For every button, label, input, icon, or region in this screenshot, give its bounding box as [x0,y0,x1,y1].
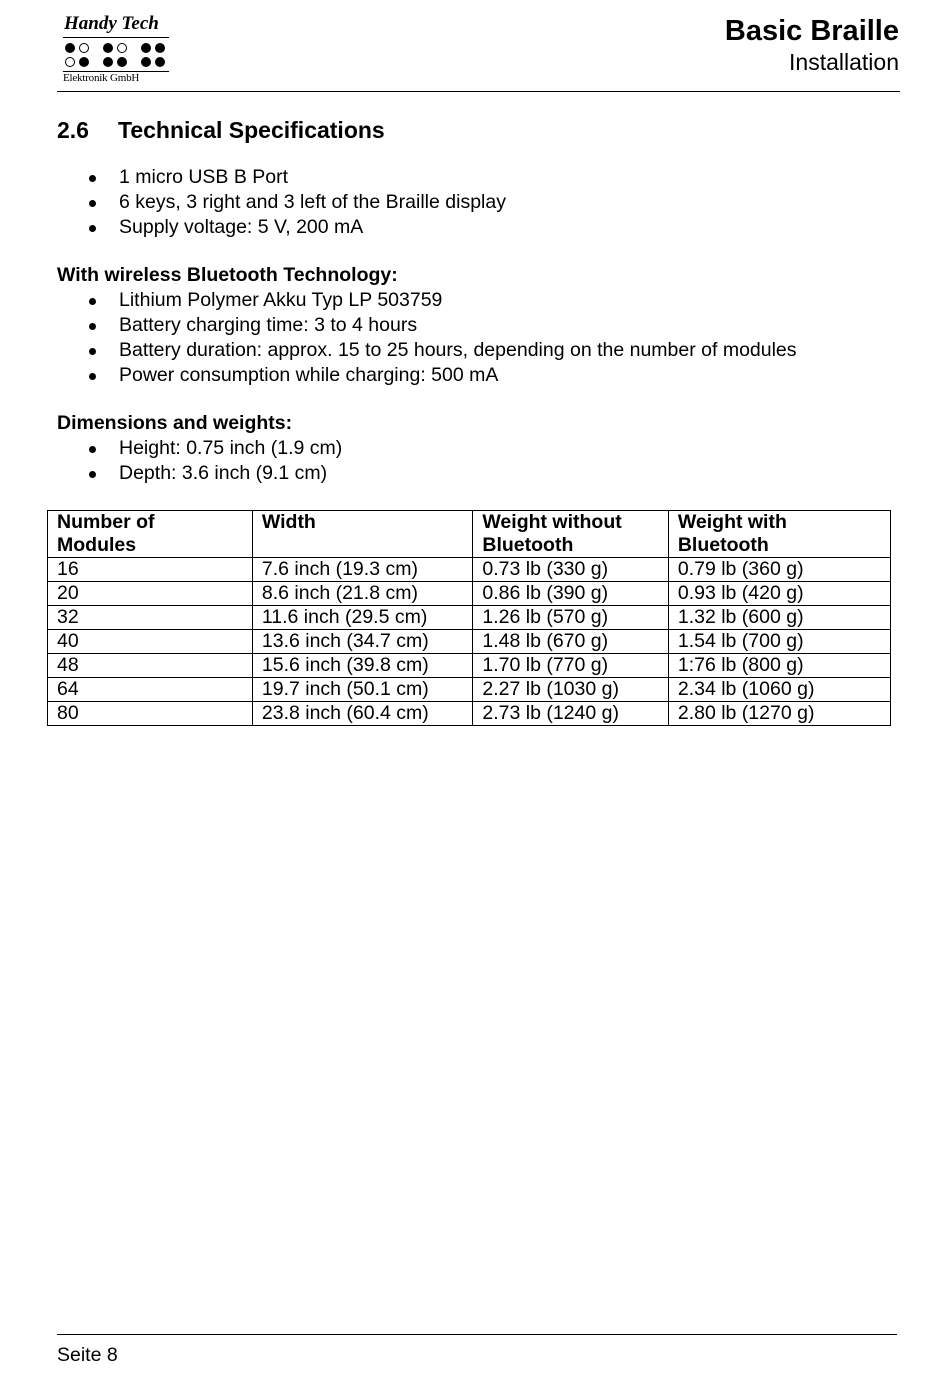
table-cell: 0.79 lb (360 g) [668,558,890,582]
table-row [48,558,891,582]
table-cell: 2.34 lb (1060 g) [668,678,890,702]
braille-dots-icon [63,41,169,69]
table-cell: 23.8 inch (60.4 cm) [252,702,473,726]
table-cell: 80 [48,702,253,726]
table-cell: 0.86 lb (390 g) [473,582,668,606]
table-cell: 1.54 lb (700 g) [668,630,890,654]
table-cell: 64 [48,678,253,702]
list-item: Height: 0.75 inch (1.9 cm) [57,436,342,461]
bullet-icon [89,348,96,355]
bullet-icon [89,471,96,478]
table-cell: 16 [48,558,253,582]
company-logo [63,12,169,85]
table-cell: 2.80 lb (1270 g) [668,702,890,726]
logo-company: Elektronik GmbH [63,71,169,85]
table-cell: 20 [48,582,253,606]
table-row [48,606,891,630]
section-number: 2.6 [57,117,89,143]
table-cell: 19.7 inch (50.1 cm) [252,678,473,702]
header-divider [57,91,900,92]
column-header-weight-without-bluetooth: Weight without Bluetooth [473,511,668,558]
bluetooth-list [57,288,797,388]
list-item: Lithium Polymer Akku Typ LP 503759 [57,288,797,313]
table-row [48,654,891,678]
bullet-icon [89,323,96,330]
table-cell: 11.6 inch (29.5 cm) [252,606,473,630]
table-cell: 0.73 lb (330 g) [473,558,668,582]
table-cell: 1.70 lb (770 g) [473,654,668,678]
specs-table [47,510,891,726]
table-cell: 1.32 lb (600 g) [668,606,890,630]
dimensions-heading: Dimensions and weights: [57,412,293,434]
bullet-icon [89,373,96,380]
table-cell: 32 [48,606,253,630]
document-title: Basic Braille [724,15,899,47]
list-item: Battery charging time: 3 to 4 hours [57,313,797,338]
table-cell: 48 [48,654,253,678]
dimensions-list [57,436,342,486]
bullet-icon [89,175,96,182]
list-item: 6 keys, 3 right and 3 left of the Braille display [57,190,506,215]
table-header-row [48,511,891,558]
table-cell: 1:76 lb (800 g) [668,654,890,678]
list-item: Battery duration: approx. 15 to 25 hours, depending on the number of modules [57,338,797,363]
logo-name: Handy Tech [64,13,159,34]
table-cell: 13.6 inch (34.7 cm) [252,630,473,654]
table-row [48,702,891,726]
table-cell: 8.6 inch (21.8 cm) [252,582,473,606]
section-title: Technical Specifications [118,117,385,143]
bullet-icon [89,446,96,453]
bullet-icon [89,298,96,305]
table-cell: 15.6 inch (39.8 cm) [252,654,473,678]
table-cell: 1.26 lb (570 g) [473,606,668,630]
column-header-weight-with-bluetooth: Weight with Bluetooth [668,511,890,558]
general-specs-list [57,165,506,240]
bullet-icon [89,200,96,207]
logo-rule [63,37,169,38]
column-header-modules: Number of Modules [48,511,253,558]
table-cell: 40 [48,630,253,654]
table-row [48,630,891,654]
table-cell: 1.48 lb (670 g) [473,630,668,654]
table-cell: 2.27 lb (1030 g) [473,678,668,702]
bullet-icon [89,225,96,232]
table-row [48,582,891,606]
list-item: Depth: 3.6 inch (9.1 cm) [57,461,342,486]
list-item: Supply voltage: 5 V, 200 mA [57,215,506,240]
bluetooth-heading: With wireless Bluetooth Technology: [57,264,398,286]
section-heading [57,115,385,145]
list-item: Power consumption while charging: 500 mA [57,363,797,388]
list-item: 1 micro USB B Port [57,165,506,190]
table-row [48,678,891,702]
footer-divider [57,1334,897,1335]
table-cell: 2.73 lb (1240 g) [473,702,668,726]
table-cell: 0.93 lb (420 g) [668,582,890,606]
document-subtitle: Installation [789,49,899,75]
column-header-width: Width [252,511,473,558]
table-cell: 7.6 inch (19.3 cm) [252,558,473,582]
page-number: Seite 8 [57,1344,118,1366]
